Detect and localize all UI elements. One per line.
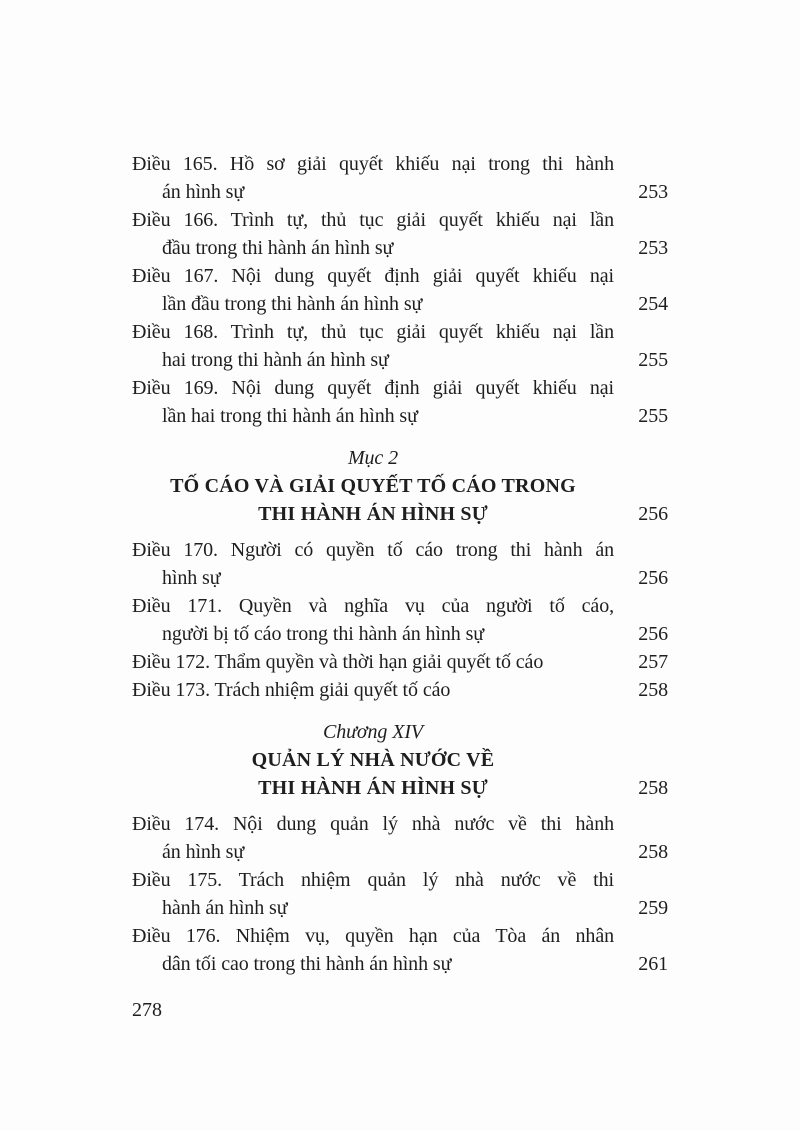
toc-entry-text: Điều 169. Nội dung quyết định giải quyết khiếu nại [132, 377, 614, 399]
toc-entry-text: Điều 172. Thẩm quyền và thời hạn giải quyết tố cáo [132, 651, 544, 673]
toc-entry-page-number: 255 [638, 405, 668, 427]
section-kicker: Mục 2 [347, 447, 399, 469]
section-title-line [132, 472, 668, 500]
section-kicker-line [132, 444, 668, 472]
toc-entry-dieu-171 [132, 592, 668, 648]
toc-entry-page-number: 259 [638, 897, 668, 919]
toc-entry-dieu-169 [132, 374, 668, 430]
toc-entry-page-number: 253 [638, 181, 668, 203]
toc-entry-line [132, 290, 668, 318]
toc-entry-text: Điều 170. Người có quyền tố cáo trong thi hành án [132, 539, 614, 561]
toc-entry-line [132, 234, 668, 262]
toc-entry-line [132, 866, 668, 894]
toc-entry-page-number: 256 [638, 567, 668, 589]
toc-entry-line [132, 178, 668, 206]
toc-entry-text: án hình sự [162, 181, 245, 203]
table-of-contents [132, 150, 668, 978]
section-title-line [132, 500, 668, 528]
toc-entry-text: án hình sự [162, 841, 245, 863]
page-number-footer: 278 [132, 999, 162, 1021]
toc-entry-line [132, 318, 668, 346]
toc-entry-dieu-172 [132, 648, 668, 676]
toc-entry-page-number: 258 [638, 841, 668, 863]
section-kicker: Chương XIV [322, 721, 424, 743]
toc-entry-text: Điều 176. Nhiệm vụ, quyền hạn của Tòa án nhân [132, 925, 614, 947]
toc-entry-text: Điều 166. Trình tự, thủ tục giải quyết khiếu nại lần [132, 209, 614, 231]
section-title: TỐ CÁO VÀ GIẢI QUYẾT TỐ CÁO TRONG [170, 475, 576, 497]
toc-entry-line [132, 536, 668, 564]
toc-entry-text: dân tối cao trong thi hành án hình sự [162, 953, 452, 975]
toc-entry-text: hình sự [162, 567, 221, 589]
toc-entry-text: Điều 173. Trách nhiệm giải quyết tố cáo [132, 679, 451, 701]
toc-entry-dieu-173 [132, 676, 668, 704]
toc-entry-line [132, 592, 668, 620]
toc-entry-text: hai trong thi hành án hình sự [162, 349, 389, 371]
section-page-number: 256 [638, 503, 668, 525]
toc-entry-dieu-165 [132, 150, 668, 206]
toc-entry-page-number: 255 [638, 349, 668, 371]
toc-entry-line [132, 374, 668, 402]
section-title-line [132, 774, 668, 802]
toc-entry-dieu-170 [132, 536, 668, 592]
toc-entry-text: Điều 168. Trình tự, thủ tục giải quyết khiếu nại lần [132, 321, 614, 343]
toc-entry-text: lần đầu trong thi hành án hình sự [162, 293, 423, 315]
toc-entry-text: người bị tố cáo trong thi hành án hình sự [162, 623, 485, 645]
toc-entry-line [132, 648, 668, 676]
toc-entry-line [132, 564, 668, 592]
toc-entry-text: đầu trong thi hành án hình sự [162, 237, 394, 259]
toc-entry-line [132, 206, 668, 234]
toc-entry-dieu-167 [132, 262, 668, 318]
section-chuong-xiv [132, 718, 668, 802]
toc-entry-line [132, 894, 668, 922]
toc-entry-text: Điều 171. Quyền và nghĩa vụ của người tố cáo, [132, 595, 614, 617]
section-page-number: 258 [638, 777, 668, 799]
toc-entry-page-number: 261 [638, 953, 668, 975]
section-title: THI HÀNH ÁN HÌNH SỰ [258, 503, 488, 525]
toc-entry-dieu-174 [132, 810, 668, 866]
toc-entry-line [132, 262, 668, 290]
section-title: QUẢN LÝ NHÀ NƯỚC VỀ [251, 749, 495, 771]
toc-entry-line [132, 620, 668, 648]
toc-entry-line [132, 950, 668, 978]
section-title: THI HÀNH ÁN HÌNH SỰ [258, 777, 488, 799]
toc-entry-page-number: 257 [638, 651, 668, 673]
toc-entry-page-number: 254 [638, 293, 668, 315]
toc-entry-page-number: 258 [638, 679, 668, 701]
toc-entry-line [132, 402, 668, 430]
toc-entry-text: Điều 174. Nội dung quản lý nhà nước về thi hành [132, 813, 614, 835]
toc-entry-dieu-166 [132, 206, 668, 262]
toc-entry-text: Điều 167. Nội dung quyết định giải quyết khiếu nại [132, 265, 614, 287]
toc-entry-text: Điều 175. Trách nhiệm quản lý nhà nước về thi [132, 869, 614, 891]
section-title-line [132, 746, 668, 774]
toc-entry-text: lần hai trong thi hành án hình sự [162, 405, 418, 427]
toc-entry-line [132, 676, 668, 704]
section-kicker-line [132, 718, 668, 746]
toc-entry-line [132, 346, 668, 374]
toc-entry-line [132, 810, 668, 838]
toc-entry-text: Điều 165. Hồ sơ giải quyết khiếu nại trong thi hành [132, 153, 614, 175]
toc-entry-dieu-168 [132, 318, 668, 374]
toc-entry-dieu-175 [132, 866, 668, 922]
toc-entry-text: hành án hình sự [162, 897, 288, 919]
toc-entry-page-number: 256 [638, 623, 668, 645]
toc-entry-line [132, 838, 668, 866]
toc-entry-line [132, 150, 668, 178]
section-muc-2 [132, 444, 668, 528]
toc-entry-dieu-176 [132, 922, 668, 978]
toc-entry-line [132, 922, 668, 950]
toc-entry-page-number: 253 [638, 237, 668, 259]
